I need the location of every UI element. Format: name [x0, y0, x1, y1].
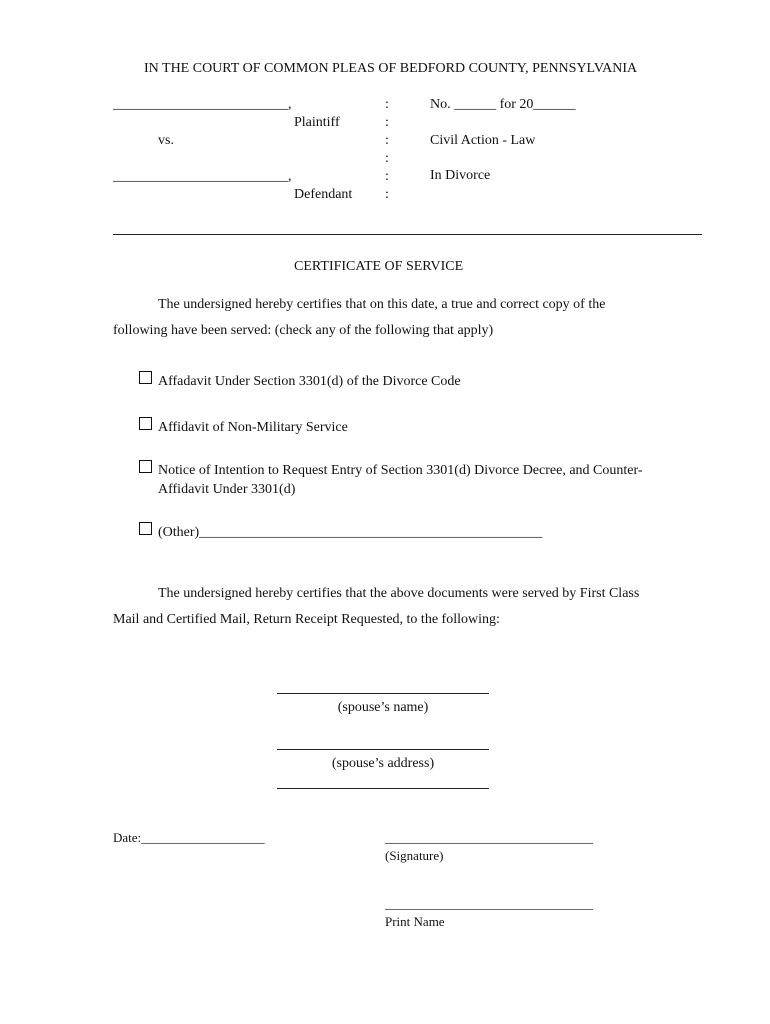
signature-label: (Signature): [385, 848, 444, 863]
caption-colon: :: [385, 133, 389, 148]
option-label: (Other)_________________________________________________: [158, 525, 543, 540]
plaintiff-label: Plaintiff: [294, 115, 340, 130]
checkbox-other[interactable]: [139, 522, 152, 535]
print-name-line[interactable]: ________________________________: [385, 896, 593, 911]
date-field[interactable]: Date:___________________: [113, 830, 265, 845]
plaintiff-name-blank: _________________________,: [113, 97, 292, 112]
action-type: Civil Action - Law: [430, 133, 536, 148]
certificate-intro-line1: The undersigned hereby certifies that on this date, a true and correct copy of the: [158, 297, 606, 312]
versus-label: vs.: [158, 133, 174, 148]
caption-colon: :: [385, 151, 389, 166]
signature-line[interactable]: ________________________________: [385, 830, 593, 845]
caption-colon: :: [385, 115, 389, 130]
option-label: Affidavit of Non-Military Service: [158, 420, 348, 435]
checkbox-notice-of-intention[interactable]: [139, 460, 152, 473]
certificate-intro-line2: following have been served: (check any of the following that apply): [113, 323, 494, 338]
caption-divider: [113, 234, 702, 235]
spouse-name-label: (spouse’s name): [337, 700, 429, 715]
option-label-line2: Affidavit Under 3301(d): [158, 482, 296, 497]
service-statement-line1: The undersigned hereby certifies that the above documents were served by First Class: [158, 586, 640, 601]
certificate-title: CERTIFICATE OF SERVICE: [294, 259, 464, 274]
case-number: No. ______ for 20______: [430, 97, 576, 112]
case-kind: In Divorce: [430, 168, 491, 183]
service-statement-line2: Mail and Certified Mail, Return Receipt Requested, to the following:: [113, 612, 500, 627]
spouse-address-label: (spouse’s address): [331, 756, 435, 771]
caption-colon: :: [385, 97, 389, 112]
print-name-label: Print Name: [385, 914, 445, 929]
spouse-address-line-2[interactable]: [277, 788, 489, 789]
caption-colon: :: [385, 187, 389, 202]
option-label: Affadavit Under Section 3301(d) of the Divorce Code: [158, 374, 461, 389]
spouse-address-line[interactable]: [277, 749, 489, 750]
option-label-line1: Notice of Intention to Request Entry of Section 3301(d) Divorce Decree, and Counter-: [158, 463, 643, 478]
defendant-name-blank: _________________________,: [113, 169, 292, 184]
checkbox-affadavit-3301d[interactable]: [139, 371, 152, 384]
defendant-label: Defendant: [294, 187, 353, 202]
caption-colon: :: [385, 169, 389, 184]
court-title: IN THE COURT OF COMMON PLEAS OF BEDFORD COUNTY, PENNSYLVANIA: [144, 61, 638, 76]
checkbox-non-military[interactable]: [139, 417, 152, 430]
spouse-name-line[interactable]: [277, 693, 489, 694]
